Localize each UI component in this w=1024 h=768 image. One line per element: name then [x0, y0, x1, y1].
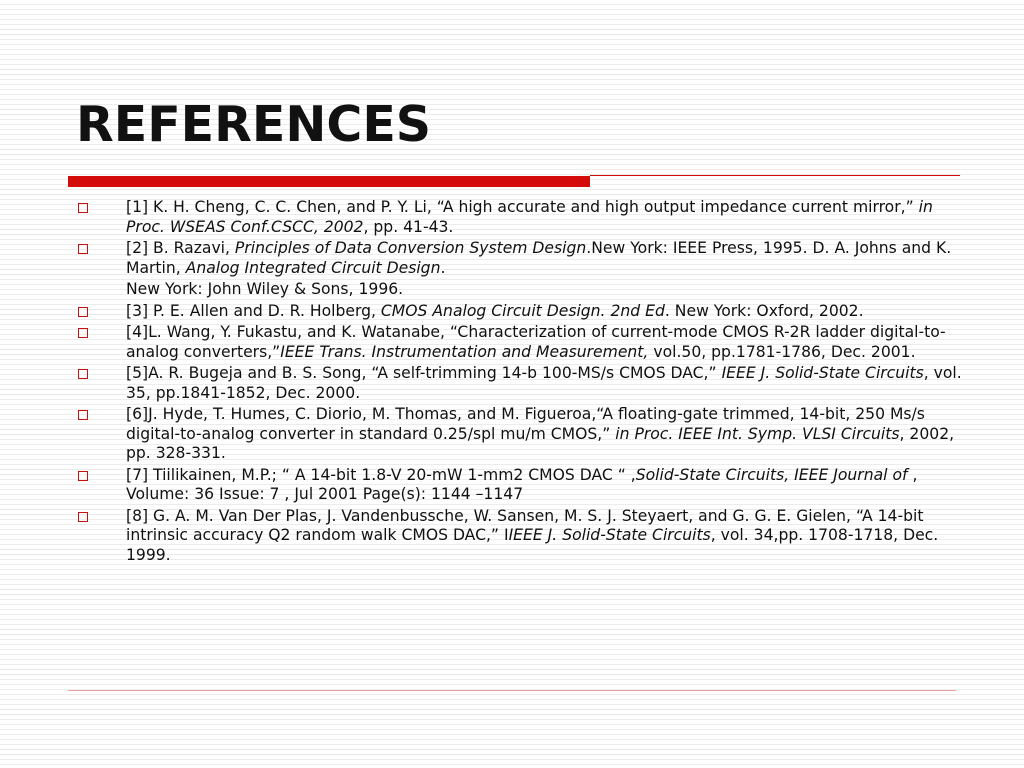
title-underline-bar [68, 176, 590, 187]
reference-details: , Volume: 36 Issue: 7 , Jul 2001 Page(s): 1144 –1147 [126, 465, 918, 503]
reference-item-3 [74, 302, 964, 322]
reference-details: , pp. 41-43. [363, 217, 454, 236]
reference-details: . New York: Oxford, 2002. [664, 301, 864, 320]
square-bullet-icon [78, 410, 88, 420]
reference-venue: in Proc. IEEE Int. Symp. VLSI Circuits [615, 424, 900, 443]
reference-text: [2] B. Razavi, [126, 239, 235, 257]
square-bullet-icon [78, 244, 88, 254]
reference-venue: IEEE J. Solid-State Circuits [721, 364, 924, 382]
reference-text: [5]A. R. Bugeja and B. S. Song, “A self-trimming 14-b 100-MS/s CMOS DAC,” [126, 364, 722, 382]
reference-item-8 [74, 507, 964, 566]
square-bullet-icon [78, 203, 88, 213]
reference-item-2-continuation [74, 280, 964, 300]
reference-publisher-line: New York: John Wiley & Sons, 1996. [126, 280, 404, 298]
reference-venue: Principles of Data Conversion System Design [234, 239, 587, 257]
reference-venue: IEEE Trans. Instrumentation and Measurement, [280, 342, 649, 361]
square-bullet-icon [78, 512, 88, 522]
reference-venue: IEEE J. Solid-State Circuits [508, 526, 711, 544]
reference-text: [8] G. A. M. Van Der Plas, J. Vandenbussche, W. Sansen, M. S. J. Steyaert, and G. G. E. Gielen, “A 14-bit intrinsic accuracy Q2 random walk CMOS DAC,” I [126, 506, 924, 544]
square-bullet-icon [78, 369, 88, 379]
slide-title: REFERENCES [76, 96, 432, 153]
reference-text: [6]J. Hyde, T. Humes, C. Diorio, M. Thomas, and M. Figueroa,“A floating-gate trimmed, 14-bit, 250 Ms/s digital-to-analog converter in standard 0.25/spl mu/m CMOS,” [126, 405, 925, 443]
reference-venue-secondary: Analog Integrated Circuit Design [185, 258, 441, 277]
reference-item-6 [74, 405, 964, 464]
reference-item-7 [74, 466, 964, 505]
footer-divider [68, 690, 956, 691]
reference-item-2 [74, 239, 964, 278]
reference-details: vol.50, pp.1781-1786, Dec. 2001. [648, 342, 916, 361]
reference-text: [3] P. E. Allen and D. R. Holberg, [126, 301, 381, 320]
reference-details: , vol. 35, pp.1841-1852, Dec. 2000. [126, 364, 962, 402]
reference-details: .New York: IEEE Press, 1995. [586, 239, 808, 257]
reference-text: [4]L. Wang, Y. Fukastu, and K. Watanabe, “Characterization of current-mode CMOS R-2R ladder digital-to-analog converters,” [126, 323, 946, 361]
reference-venue: Solid-State Circuits, IEEE Journal of [635, 465, 908, 484]
square-bullet-icon [78, 328, 88, 338]
square-bullet-icon [78, 471, 88, 481]
reference-venue: CMOS Analog Circuit Design. 2nd Ed [380, 301, 665, 320]
reference-venue: in Proc. WSEAS Conf.CSCC, 2002 [126, 198, 933, 236]
reference-text: [7] Tiilikainen, M.P.; “ A 14-bit 1.8-V 20-mW 1-mm2 CMOS DAC “ , [126, 465, 636, 484]
square-bullet-icon [78, 307, 88, 317]
reference-item-1 [74, 198, 964, 237]
reference-item-5 [74, 364, 964, 403]
reference-details-secondary: . [440, 258, 446, 277]
reference-item-4 [74, 323, 964, 362]
title-underline-thin-rule [590, 175, 960, 176]
reference-details: , vol. 34,pp. 1708-1718, Dec. 1999. [126, 526, 939, 564]
reference-text: [1] K. H. Cheng, C. C. Chen, and P. Y. Li, “A high accurate and high output impedance current mirror,” [126, 198, 919, 216]
reference-details: , 2002, pp. 328-331. [126, 424, 955, 462]
reference-text-secondary: D. A. Johns and K. Martin, [126, 239, 952, 277]
reference-list [74, 198, 964, 567]
